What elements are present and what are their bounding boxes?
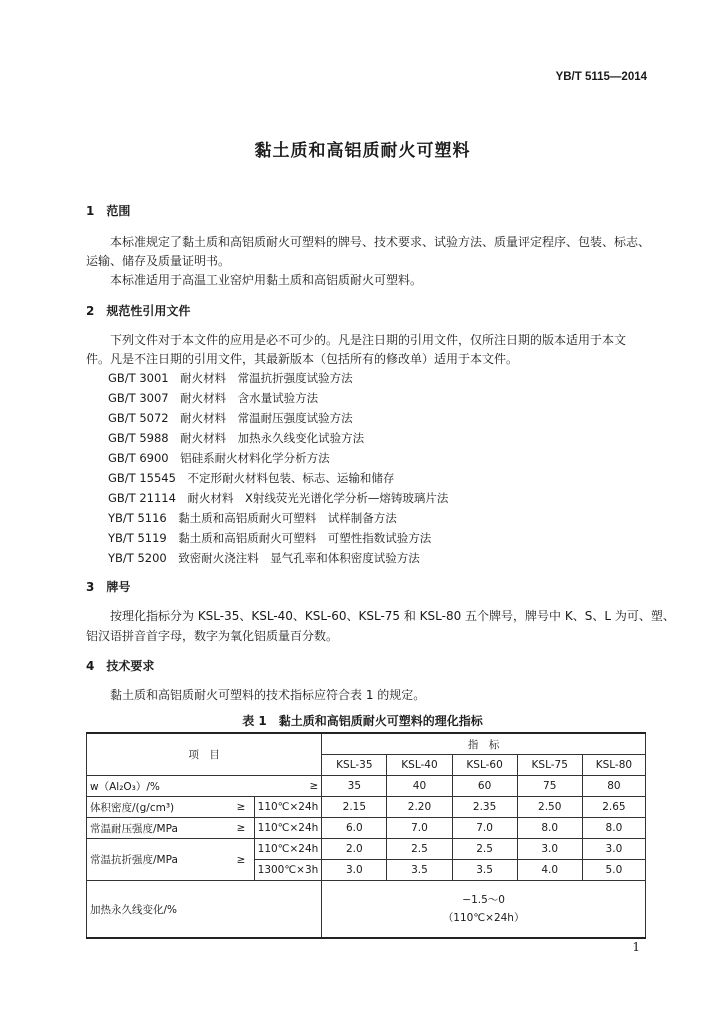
section-1-para2: 本标准适用于高温工业窑炉用黏土质和高铝质耐火可塑料。 <box>110 273 423 287</box>
plc-value: −1.5～0 <box>462 894 505 906</box>
table-header-row <box>87 733 646 755</box>
value-cell: 3.5 <box>387 860 452 881</box>
section-2-intro-line2: 件。凡是不注日期的引用文件，其最新版本（包括所有的修改单）适用于本文件。 <box>86 352 519 366</box>
properties-table <box>86 732 646 939</box>
table-row <box>87 776 646 797</box>
table-row <box>87 818 646 839</box>
row-condition: 110℃×24h <box>254 818 322 839</box>
reference-item: YB/T 5200 致密耐火浇注料 显气孔率和体积密度试验方法 <box>108 551 420 565</box>
document-title: 黏土质和高铝质耐火可塑料 <box>254 141 471 161</box>
table-row <box>87 797 646 818</box>
value-cell: 2.5 <box>387 839 452 860</box>
table-caption: 表 1 黏土质和高铝质耐火可塑料的理化指标 <box>242 714 483 728</box>
value-cell: 8.0 <box>582 818 645 839</box>
section-2-intro-line1: 下列文件对于本文件的应用是必不可少的。凡是注日期的引用文件，仅所注日期的版本适用于本文 <box>110 333 627 347</box>
value-cell: 2.15 <box>322 797 387 818</box>
row-operator: ≥ <box>228 839 254 881</box>
section-1-para1-line2: 运输、储存及质量证明书。 <box>86 254 231 268</box>
value-cell: 3.0 <box>517 839 582 860</box>
reference-item: GB/T 6900 铝硅系耐火材料化学分析方法 <box>108 451 330 465</box>
item-header-cell: 项 目 <box>87 733 322 776</box>
value-cell: 7.0 <box>387 818 452 839</box>
section-3-para-line2: 铝汉语拼音首字母，数字为氧化铝质量百分数。 <box>86 629 339 643</box>
value-cell: 60 <box>452 776 517 797</box>
value-cell: 80 <box>582 776 645 797</box>
section-3-heading: 3 牌号 <box>86 580 131 594</box>
value-cell: 75 <box>517 776 582 797</box>
value-cell: 2.20 <box>387 797 452 818</box>
reference-item: GB/T 3001 耐火材料 常温抗折强度试验方法 <box>108 371 353 385</box>
value-cell: 3.5 <box>452 860 517 881</box>
section-3-para-line1: 按理化指标分为 KSL-35、KSL-40、KSL-60、KSL-75 和 KSL-80 五个牌号，牌号中 K、S、L 为可、塑、 <box>110 609 675 623</box>
grade-header: KSL-35 <box>322 755 387 776</box>
value-cell: 8.0 <box>517 818 582 839</box>
table-row <box>87 881 646 939</box>
table-row <box>87 839 646 860</box>
value-cell: 2.35 <box>452 797 517 818</box>
row-condition: 110℃×24h <box>254 839 322 860</box>
reference-item: GB/T 15545 不定形耐火材料包装、标志、运输和储存 <box>108 471 395 485</box>
value-cell: 6.0 <box>322 818 387 839</box>
section-1-para1-line1: 本标准规定了黏土质和高铝质耐火可塑料的牌号、技术要求、试验方法、质量评定程序、包装、标志、 <box>110 235 651 249</box>
value-cell: 2.0 <box>322 839 387 860</box>
row-operator: ≥ <box>254 776 322 797</box>
row-label: 常温耐压强度/MPa <box>87 818 229 839</box>
section-4-para: 黏土质和高铝质耐火可塑料的技术指标应符合表 1 的规定。 <box>110 688 426 702</box>
value-cell: 4.0 <box>517 860 582 881</box>
index-header-cell: 指 标 <box>322 733 646 755</box>
reference-item: YB/T 5119 黏土质和高铝质耐火可塑料 可塑性指数试验方法 <box>108 531 432 545</box>
value-cell: 35 <box>322 776 387 797</box>
value-cell: 2.50 <box>517 797 582 818</box>
value-cell: 7.0 <box>452 818 517 839</box>
plc-condition: （110℃×24h） <box>442 912 525 924</box>
grade-header: KSL-75 <box>517 755 582 776</box>
value-cell: 40 <box>387 776 452 797</box>
row-label: w（Al₂O₃）/% <box>87 776 255 797</box>
row-condition: 1300℃×3h <box>254 860 322 881</box>
reference-item: GB/T 5072 耐火材料 常温耐压强度试验方法 <box>108 411 353 425</box>
reference-item: GB/T 21114 耐火材料 X射线荧光光谱化学分析—熔铸玻璃片法 <box>108 491 449 505</box>
grade-header: KSL-60 <box>452 755 517 776</box>
reference-item: GB/T 5988 耐火材料 加热永久线变化试验方法 <box>108 431 365 445</box>
row-condition: 110℃×24h <box>254 797 322 818</box>
value-cell: 2.5 <box>452 839 517 860</box>
section-4-heading: 4 技术要求 <box>86 659 155 673</box>
row-label: 体积密度/(g/cm³) <box>87 797 229 818</box>
row-operator: ≥ <box>228 797 254 818</box>
row-label: 加热永久线变化/% <box>87 881 322 939</box>
grade-header: KSL-40 <box>387 755 452 776</box>
reference-item: GB/T 3007 耐火材料 含水量试验方法 <box>108 391 319 405</box>
plc-value-cell <box>322 881 646 939</box>
value-cell: 2.65 <box>582 797 645 818</box>
value-cell: 3.0 <box>322 860 387 881</box>
value-cell: 5.0 <box>582 860 645 881</box>
row-label: 常温抗折强度/MPa <box>87 839 229 881</box>
grade-header: KSL-80 <box>582 755 645 776</box>
row-operator: ≥ <box>228 818 254 839</box>
value-cell: 3.0 <box>582 839 645 860</box>
section-2-heading: 2 规范性引用文件 <box>86 304 191 318</box>
reference-item: YB/T 5116 黏土质和高铝质耐火可塑料 试样制备方法 <box>108 511 397 525</box>
standard-number: YB/T 5115—2014 <box>555 71 647 83</box>
page-number: 1 <box>632 940 640 954</box>
section-1-heading: 1 范围 <box>86 204 131 218</box>
